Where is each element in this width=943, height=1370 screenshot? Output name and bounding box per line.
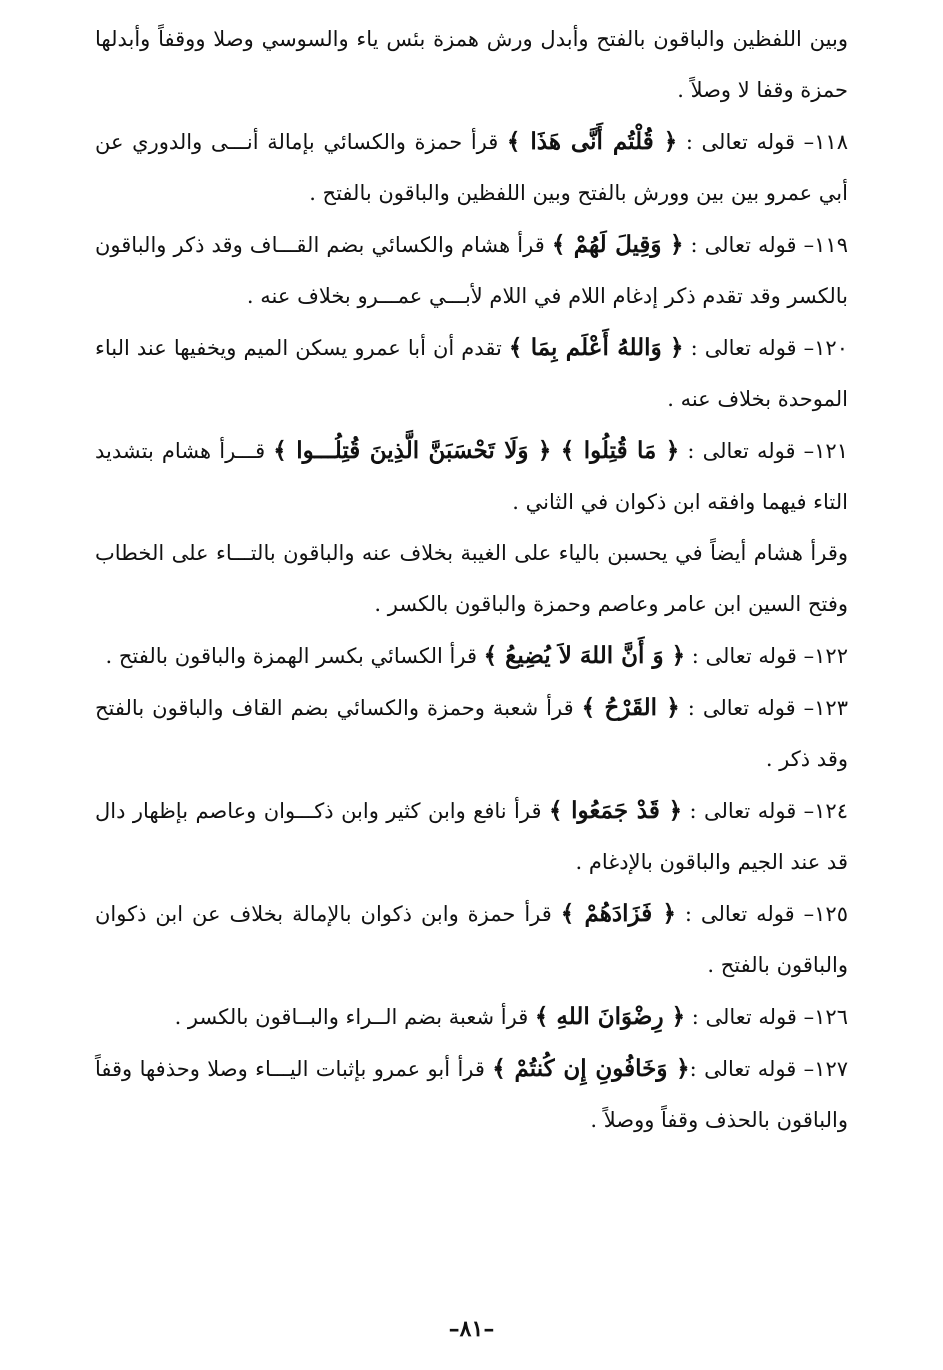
- entry-number: ١٢٣: [814, 696, 848, 720]
- entry-text: قرأ شعبة بضم الــراء والبــاقون بالكسر .: [174, 1005, 535, 1029]
- quran-verse: ﴿ وَاللهُ أَعْلَم بِمَا ﴾: [508, 334, 684, 361]
- entry-125: [95, 888, 848, 991]
- intro-paragraph: وبين اللفظين والباقون بالفتح وأبدل ورش همزة بئس ياء والسوسي وصلا ووقفاً وأبدلها حمزة وقفا لا وصلاً .: [95, 27, 848, 102]
- entry-lead: – قوله تعالى :: [683, 233, 815, 257]
- quran-verse: ﴿ وَ أَنَّ اللهَ لاَ يُضِيعُ ﴾: [483, 642, 686, 669]
- entry-lead: – قوله تعالى :: [679, 696, 815, 720]
- entry-number: ١٢٢: [814, 644, 848, 668]
- entry-lead: – قوله تعالى :: [683, 336, 815, 360]
- entry-text: قرأ حمزة وابن ذكوان بالإمالة بخلاف عن ابن ذكوان والباقون بالفتح .: [95, 902, 848, 977]
- entry-lead: – قوله تعالى :: [675, 902, 815, 926]
- entry-lead: – قوله تعالى :: [679, 439, 815, 463]
- entry-lead: – قوله تعالى :: [677, 130, 815, 154]
- entry-number: ١٢١: [814, 439, 848, 463]
- quran-verse: ﴿ القَرْحُ ﴾: [581, 694, 680, 721]
- entry-124: [95, 785, 848, 888]
- entry-text: قرأ الكسائي بكسر الهمزة والباقون بالفتح .: [105, 644, 484, 668]
- entry-text: قـــرأ هشام بتشديد التاء فيهما وافقه ابن ذكوان في الثاني .: [95, 439, 848, 514]
- entry-text: قرأ نافع وابن كثير وابن ذكـــوان وعاصم بإظهار دال قد عند الجيم والباقون بالإدغام .: [95, 799, 848, 874]
- entry-number: ١٢٤: [814, 799, 848, 823]
- entry-126: [95, 991, 848, 1043]
- entry-120: [95, 322, 848, 425]
- quran-verse: ﴿ رِضْوَانَ اللهِ ﴾: [534, 1003, 686, 1030]
- quran-verse: ﴿ قُلْتُم أَنَّى هَذَا ﴾: [506, 128, 678, 155]
- entry-text: قرأ حمزة والكسائي بإمالة أنـــى والدوري عن أبي عمرو بين بين وورش بالفتح وبين اللفظين والباقون بالفتح .: [95, 130, 848, 205]
- entry-number: ١٢٧: [814, 1057, 849, 1081]
- entry-text: قرأ أبو عمرو بإثبات اليـــاء وصلا وحذفها وقفاً والباقون بالحذف وقفاً ووصلاً .: [95, 1057, 848, 1132]
- entry-118: [95, 116, 848, 219]
- entry-119: [95, 219, 848, 322]
- entry-number: ١٢٥: [814, 902, 848, 926]
- entry-127: [95, 1043, 848, 1146]
- entry-lead: – قوله تعالى :: [689, 1057, 815, 1081]
- hisham-paragraph: وقرأ هشام أيضاً في يحسبن بالياء على الغيبة بخلاف عنه والباقون بالتـــاء على الخطاب وفتح السين ابن عامر وعاصم وحمزة والباقون بالكسر .: [95, 541, 849, 616]
- quran-verse: ﴿ وَخَافُونِ إِن كُنتُمْ ﴾: [492, 1055, 690, 1082]
- entry-text: تقدم أن أبا عمرو يسكن الميم ويخفيها عند الباء الموحدة بخلاف عنه .: [95, 336, 848, 411]
- entry-122: [95, 630, 848, 682]
- entry-number: ١١٨: [814, 130, 848, 154]
- entry-lead: – قوله تعالى :: [682, 799, 815, 823]
- entry-121: [95, 425, 848, 528]
- entry-number: ١٢٦: [814, 1005, 848, 1029]
- quran-verse: ﴿ وَقِيلَ لَهُمْ ﴾: [551, 231, 684, 258]
- entry-number: ١١٩: [814, 233, 848, 257]
- entry-lead: – قوله تعالى :: [685, 644, 815, 668]
- entry-number: ١٢٠: [814, 336, 848, 360]
- entry-text: قرأ شعبة وحمزة والكسائي بضم القاف والباقون بالفتح وقد ذكر .: [95, 696, 848, 771]
- quran-verse: ﴿ فَزَادَهُمْ ﴾: [560, 900, 676, 927]
- entry-lead: – قوله تعالى :: [685, 1005, 815, 1029]
- page-number: –٨١–: [448, 1316, 495, 1342]
- quran-verse: ﴿ قَدْ جَمَعُوا ﴾: [548, 797, 683, 824]
- quran-verse: ﴿ مَا قُتِلُوا ﴾ ﴿ وَلَا تَحْسَبَنَّ الَّذِينَ قُتِلُـــوا ﴾: [273, 437, 680, 464]
- page-body: [95, 14, 848, 1146]
- entry-123: [95, 682, 848, 785]
- entry-text: قرأ هشام والكسائي بضم القـــاف وقد ذكر والباقون بالكسر وقد تقدم ذكر إدغام اللام في اللام لأبـــي عمـــرو بخلاف عنه .: [95, 233, 848, 308]
